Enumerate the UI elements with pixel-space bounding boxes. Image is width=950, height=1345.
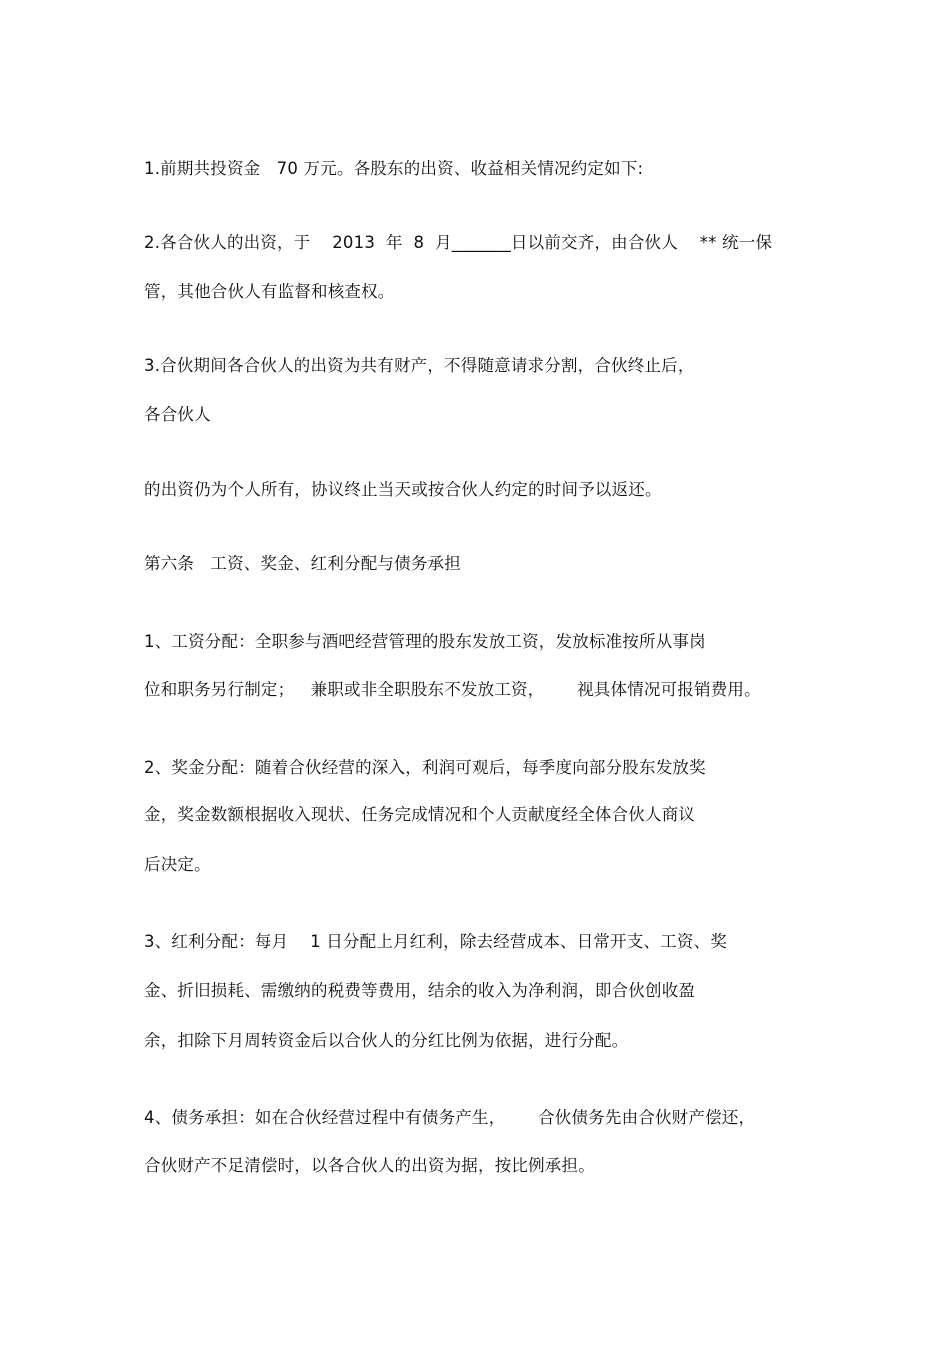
clause-line: 1.前期共投资金 70 万元。各股东的出资、收益相关情况约定如下: <box>144 159 644 178</box>
clause-line: 后决定。 <box>144 855 211 874</box>
clause-line: 余，扣除下月周转资金后以合伙人的分红比例为依据，进行分配。 <box>144 1031 629 1050</box>
clause-line: 1、工资分配：全职参与酒吧经营管理的股东发放工资，发放标准按所从事岗 <box>144 632 706 651</box>
clause-line: 4、债务承担：如在合伙经营过程中有债务产生， 合伙债务先由合伙财产偿还， <box>144 1108 756 1127</box>
clause-line: 位和职务另行制定； 兼职或非全职股东不发放工资， 视具体情况可报销费用。 <box>144 680 761 699</box>
section-heading: 第六条 工资、奖金、红利分配与债务承担 <box>144 554 461 573</box>
clause-line: 3.合伙期间各合伙人的出资为共有财产，不得随意请求分割，合伙终止后， <box>144 356 695 375</box>
clause-line: 管，其他合伙人有监督和核查权。 <box>144 282 395 301</box>
clause-line: 金，奖金数额根据收入现状、任务完成情况和个人贡献度经全体合伙人商议 <box>144 805 696 824</box>
clause-line: 金、折旧损耗、需缴纳的税费等费用，结余的收入为净利润，即合伙创收盈 <box>144 981 696 1000</box>
clause-line: 2.各合伙人的出资，于 2013 年 8 月_______日以前交齐，由合伙人 ** 统一保 <box>144 233 773 252</box>
clause-line: 合伙财产不足清偿时，以各合伙人的出资为据，按比例承担。 <box>144 1156 595 1175</box>
clause-line: 2、奖金分配：随着合伙经营的深入，利润可观后，每季度向部分股东发放奖 <box>144 758 706 777</box>
clause-line: 3、红利分配：每月 1 日分配上月红利，除去经营成本、日常开支、工资、奖 <box>144 932 728 951</box>
clause-line: 各合伙人 <box>144 405 211 424</box>
clause-line: 的出资仍为个人所有，协议终止当天或按合伙人约定的时间予以返还。 <box>144 480 662 499</box>
